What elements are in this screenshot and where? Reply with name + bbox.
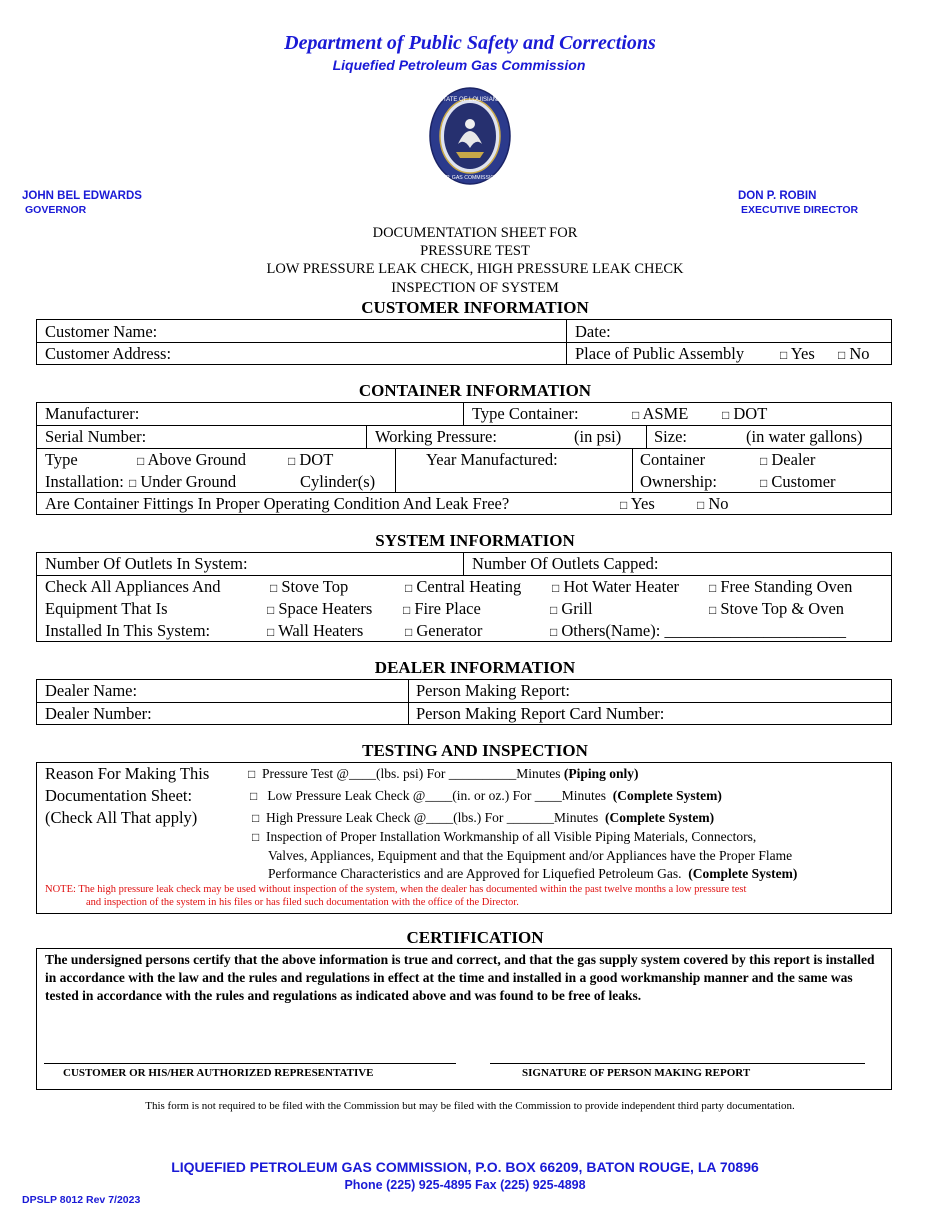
checkbox-icon: □ (267, 603, 275, 617)
public-assembly-yes[interactable]: □ Yes (780, 344, 815, 363)
checkbox-icon: □ (620, 498, 628, 512)
checkbox-icon: □ (403, 603, 411, 617)
checkbox-icon: □ (252, 830, 260, 844)
checkbox-icon: □ (709, 603, 717, 617)
installation-label: Installation: (45, 472, 124, 491)
checkbox-icon: □ (709, 581, 717, 595)
fittings-question: Are Container Fittings In Proper Operating Condition And Leak Free? (45, 494, 510, 513)
louisiana-lp-gas-seal-icon (428, 86, 512, 186)
dot-checkbox[interactable]: □ DOT (722, 404, 768, 423)
commission-subtitle: Liquefied Petroleum Gas Commission (332, 57, 586, 73)
check-appliances-line-2: Equipment That Is (45, 599, 168, 618)
governor-role: GOVERNOR (25, 204, 87, 216)
dealer-number-label: Dealer Number: (45, 704, 152, 723)
reason-line-2: Documentation Sheet: (45, 786, 193, 805)
check-appliances-line-1: Check All Appliances And (45, 577, 221, 596)
department-title: Department of Public Safety and Corrections (284, 32, 656, 54)
size-label: Size: (654, 427, 687, 446)
person-making-report-label: Person Making Report: (416, 681, 570, 700)
wall-heaters-checkbox[interactable]: □ Wall Heaters (267, 621, 364, 640)
testing-title: TESTING AND INSPECTION (362, 741, 588, 760)
card-number-label: Person Making Report Card Number: (416, 704, 665, 723)
outlets-label: Number Of Outlets In System: (45, 554, 248, 573)
checkbox-icon: □ (632, 408, 640, 422)
central-heating-checkbox[interactable]: □ Central Heating (405, 577, 522, 596)
report-signature-line[interactable] (490, 1063, 865, 1064)
checkbox-icon: □ (267, 625, 275, 639)
note-line-2: and inspection of the system in his files or has filed such documentation with the office of the Director. (86, 897, 519, 908)
dealer-info-title: DEALER INFORMATION (374, 658, 576, 677)
high-pressure-option[interactable]: □ High Pressure Leak Check @____(lbs.) For _______Minutes (Complete System) (252, 810, 715, 825)
note-line-1: NOTE: The high pressure leak check may be used without inspection of the system, when the dealer has documented within the past twelve months a low pressure test (45, 884, 747, 895)
checkbox-icon: □ (129, 476, 137, 490)
pressure-test-option[interactable]: □ Pressure Test @____(lbs. psi) For __________Minutes (Piping only) (248, 766, 639, 781)
governor-name: JOHN BEL EDWARDS (22, 190, 142, 202)
doc-title-line-3: LOW PRESSURE LEAK CHECK, HIGH PRESSURE LEAK CHECK (266, 261, 684, 277)
checkbox-icon: □ (780, 348, 788, 362)
asme-checkbox[interactable]: □ ASME (632, 404, 689, 423)
director-name: DON P. ROBIN (738, 190, 817, 202)
dealer-name-label: Dealer Name: (45, 681, 138, 700)
checkbox-icon: □ (137, 454, 145, 468)
checkbox-icon: □ (552, 581, 560, 595)
checkbox-icon: □ (838, 348, 846, 362)
customer-signature-label: CUSTOMER OR HIS/HER AUTHORIZED REPRESENTATIVE (63, 1067, 374, 1079)
checkbox-icon: □ (760, 454, 768, 468)
director-role: EXECUTIVE DIRECTOR (741, 204, 859, 216)
system-info-title: SYSTEM INFORMATION (375, 531, 575, 550)
checkbox-icon: □ (270, 581, 278, 595)
low-pressure-option[interactable]: □ Low Pressure Leak Check @____(in. or oz.) For ____Minutes (Complete System) (250, 788, 722, 803)
disclaimer: This form is not required to be filed with the Commission but may be filed with the Commission to provide independent third party documentation. (145, 1100, 795, 1112)
customer-signature-line[interactable] (44, 1063, 456, 1064)
fittings-no[interactable]: □ No (697, 494, 729, 513)
certification-text: The undersigned persons certify that the above information is true and correct, and that the gas supply system covered by this report is installed in accordance with the law and the rules and regulations in effect at the time and installed in a good workmanship manner and the same was tested in accordance with the rules and regulations as indicated above and was found to be free of leaks. (45, 952, 875, 1003)
checkbox-icon: □ (550, 625, 558, 639)
inspection-option-line-2: Valves, Appliances, Equipment and that the Equipment and/or Appliances have the Proper Flame (268, 848, 793, 863)
type-label: Type (45, 450, 78, 469)
stove-top-checkbox[interactable]: □ Stove Top (270, 577, 349, 596)
checkbox-icon: □ (405, 625, 413, 639)
container-ownership-label-1: Container (640, 450, 706, 469)
outlets-capped-label: Number Of Outlets Capped: (472, 554, 659, 573)
public-assembly-label: Place of Public Assembly (575, 344, 745, 363)
form-number: DPSLP 8012 Rev 7/2023 (22, 1194, 141, 1206)
check-appliances-line-3: Installed In This System: (45, 621, 211, 640)
manufacturer-label: Manufacturer: (45, 404, 140, 423)
serial-number-label: Serial Number: (45, 427, 147, 446)
stove-top-oven-checkbox[interactable]: □ Stove Top & Oven (709, 599, 845, 618)
report-signature-label: SIGNATURE OF PERSON MAKING REPORT (522, 1067, 751, 1079)
inspection-option[interactable]: □ Inspection of Proper Installation Workmanship of all Visible Piping Materials, Connectors, (252, 829, 757, 844)
container-ownership-label-2: Ownership: (640, 472, 717, 491)
seal-top-text: STATE OF LOUISIANA (438, 97, 502, 103)
date-label: Date: (575, 322, 611, 341)
checkbox-icon: □ (288, 454, 296, 468)
customer-info-title: CUSTOMER INFORMATION (361, 298, 589, 317)
others-checkbox[interactable]: □ Others(Name): ______________________ (550, 621, 846, 640)
checkbox-icon: □ (722, 408, 730, 422)
doc-title-line-1: DOCUMENTATION SHEET FOR (372, 225, 578, 241)
reason-line-3: (Check All That apply) (45, 808, 198, 827)
customer-name-label: Customer Name: (45, 322, 158, 341)
inspection-option-line-3: Performance Characteristics and are Approved for Liquefied Petroleum Gas. (Complete System) (268, 866, 798, 881)
footer-phone: Phone (225) 925-4895 Fax (225) 925-4898 (344, 1178, 586, 1192)
dot-install-checkbox[interactable]: □ DOT (288, 450, 334, 469)
public-assembly-no[interactable]: □ No (838, 344, 870, 363)
checkbox-icon: □ (248, 767, 256, 781)
above-ground-checkbox[interactable]: □ Above Ground (137, 450, 246, 469)
checkbox-icon: □ (250, 789, 258, 803)
water-gallons-label: (in water gallons) (746, 427, 863, 446)
in-psi-label: (in psi) (574, 427, 622, 446)
cylinders-label: Cylinder(s) (300, 472, 376, 491)
checkbox-icon: □ (252, 811, 260, 825)
fittings-yes[interactable]: □ Yes (620, 494, 655, 513)
grill-checkbox[interactable]: □ Grill (550, 599, 593, 618)
certification-title: CERTIFICATION (406, 928, 544, 947)
type-container-label: Type Container: (472, 404, 579, 423)
customer-address-label: Customer Address: (45, 344, 172, 363)
hot-water-heater-checkbox[interactable]: □ Hot Water Heater (552, 577, 680, 596)
footer-address: LIQUEFIED PETROLEUM GAS COMMISSION, P.O. BOX 66209, BATON ROUGE, LA 70896 (171, 1159, 759, 1175)
fire-place-checkbox[interactable]: □ Fire Place (403, 599, 481, 618)
free-standing-oven-checkbox[interactable]: □ Free Standing Oven (709, 577, 853, 596)
customer-owned-checkbox[interactable]: □ Customer (760, 472, 836, 491)
reason-line-1: Reason For Making This (45, 764, 210, 783)
doc-title-line-4: INSPECTION OF SYSTEM (391, 280, 559, 296)
space-heaters-checkbox[interactable]: □ Space Heaters (267, 599, 373, 618)
year-manufactured-label: Year Manufactured: (426, 450, 558, 469)
checkbox-icon: □ (697, 498, 705, 512)
checkbox-icon: □ (405, 581, 413, 595)
under-ground-checkbox[interactable]: □ Under Ground (129, 472, 237, 491)
checkbox-icon: □ (550, 603, 558, 617)
container-info-title: CONTAINER INFORMATION (358, 381, 592, 400)
doc-title-line-2: PRESSURE TEST (420, 243, 530, 259)
generator-checkbox[interactable]: □ Generator (405, 621, 483, 640)
dealer-owned-checkbox[interactable]: □ Dealer (760, 450, 816, 469)
checkbox-icon: □ (760, 476, 768, 490)
working-pressure-label: Working Pressure: (375, 427, 497, 446)
seal-bottom-text: L.P. GAS COMMISSION (441, 175, 499, 181)
